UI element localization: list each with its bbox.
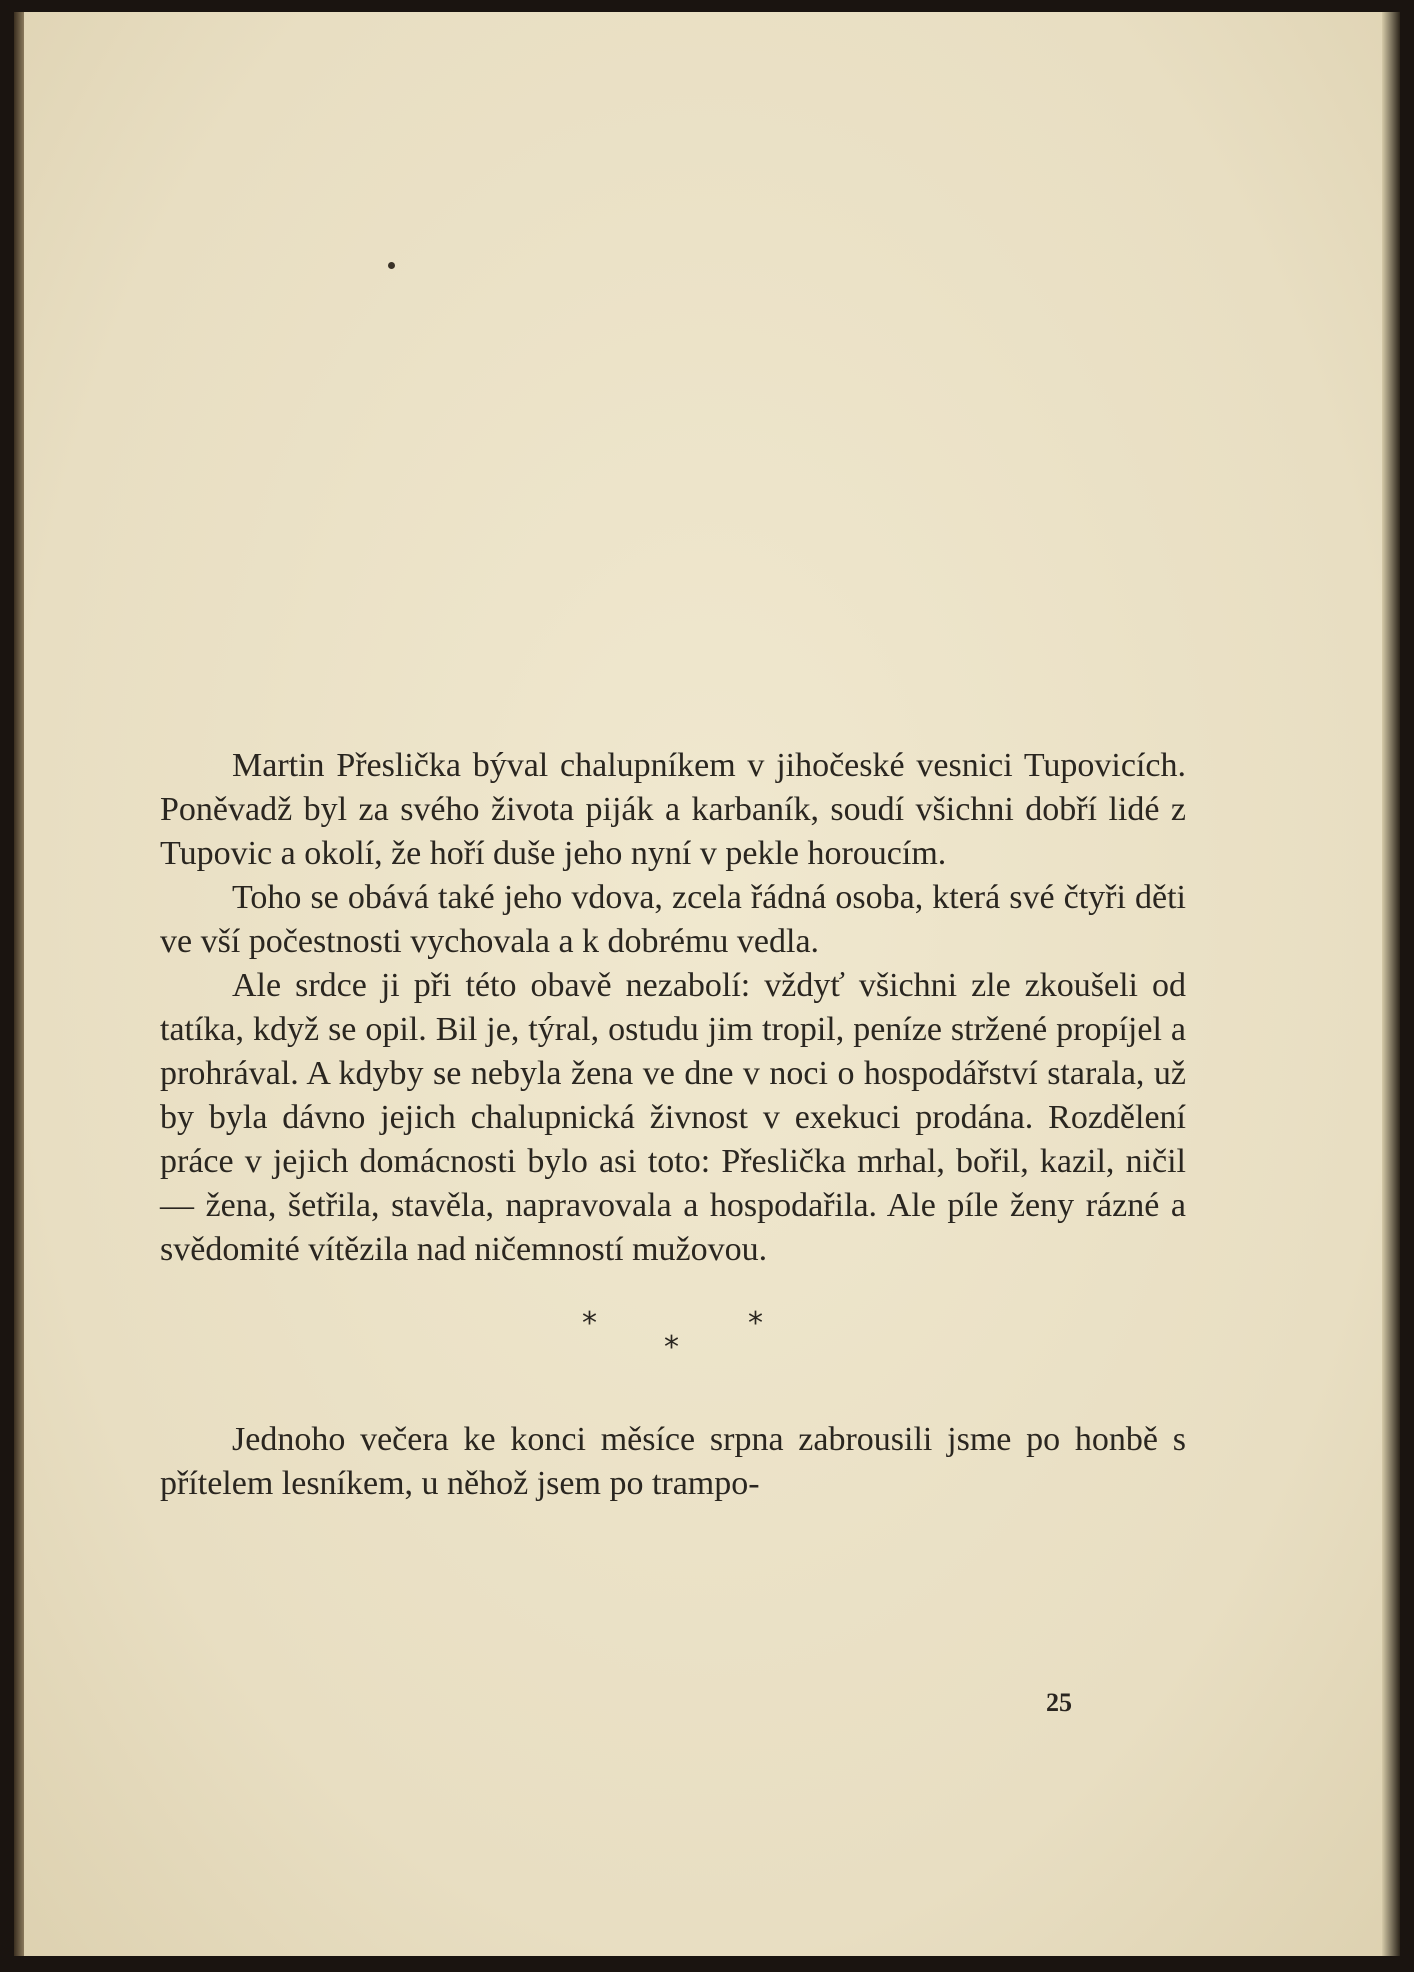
paragraph-3: Ale srdce ji při této obavě nezabolí: vždyť všichni zle zkoušeli od tatíka, když se opil. Bil je, týral, ostudu jim tropil, peníze stržené propíjel a prohrával. A kdyby se nebyla žena ve dne v noci o hospodářství starala, už by byla dávno jejich chalupnická živnost v exekuci prodána. Rozdělení práce v jejich domácnosti bylo asi toto: Přeslička mrhal, bořil, kazil, ničil — žena, šetřila, stavěla, napravovala a hospodařila. Ale píle ženy rázné a svědomité vítězila nad ničemností mužovou. (160, 967, 1186, 1268)
page-number: 25 (1046, 1688, 1072, 1717)
page-edge-shadow (1382, 12, 1400, 1956)
separator-star-right: * (748, 1306, 763, 1341)
book-page (14, 12, 1400, 1956)
page-spine-shadow (14, 12, 24, 1956)
separator-star-left: * (582, 1306, 597, 1341)
paragraph-1: Martin Přeslička býval chalupníkem v jihočeské vesnici Tupovicích. Poněvadž byl za svého života piják a karbaník, soudí všichni dobří lidé z Tupovic a okolí, že hoří duše jeho nyní v pekle horoucím. (160, 747, 1186, 872)
separator-star-center: * (664, 1330, 679, 1365)
section-separator (160, 1302, 1186, 1390)
paragraph-4: Jednoho večera ke konci měsíce srpna zabrousili jsme po honbě s přítelem lesníkem, u něhož jsem po trampo- (160, 1421, 1186, 1502)
ink-speck (388, 262, 395, 269)
body-text (160, 744, 1186, 1506)
paragraph-2: Toho se obává také jeho vdova, zcela řádná osoba, která své čtyři děti ve vší počestnosti vychovala a k dobrému vedla. (160, 879, 1186, 960)
